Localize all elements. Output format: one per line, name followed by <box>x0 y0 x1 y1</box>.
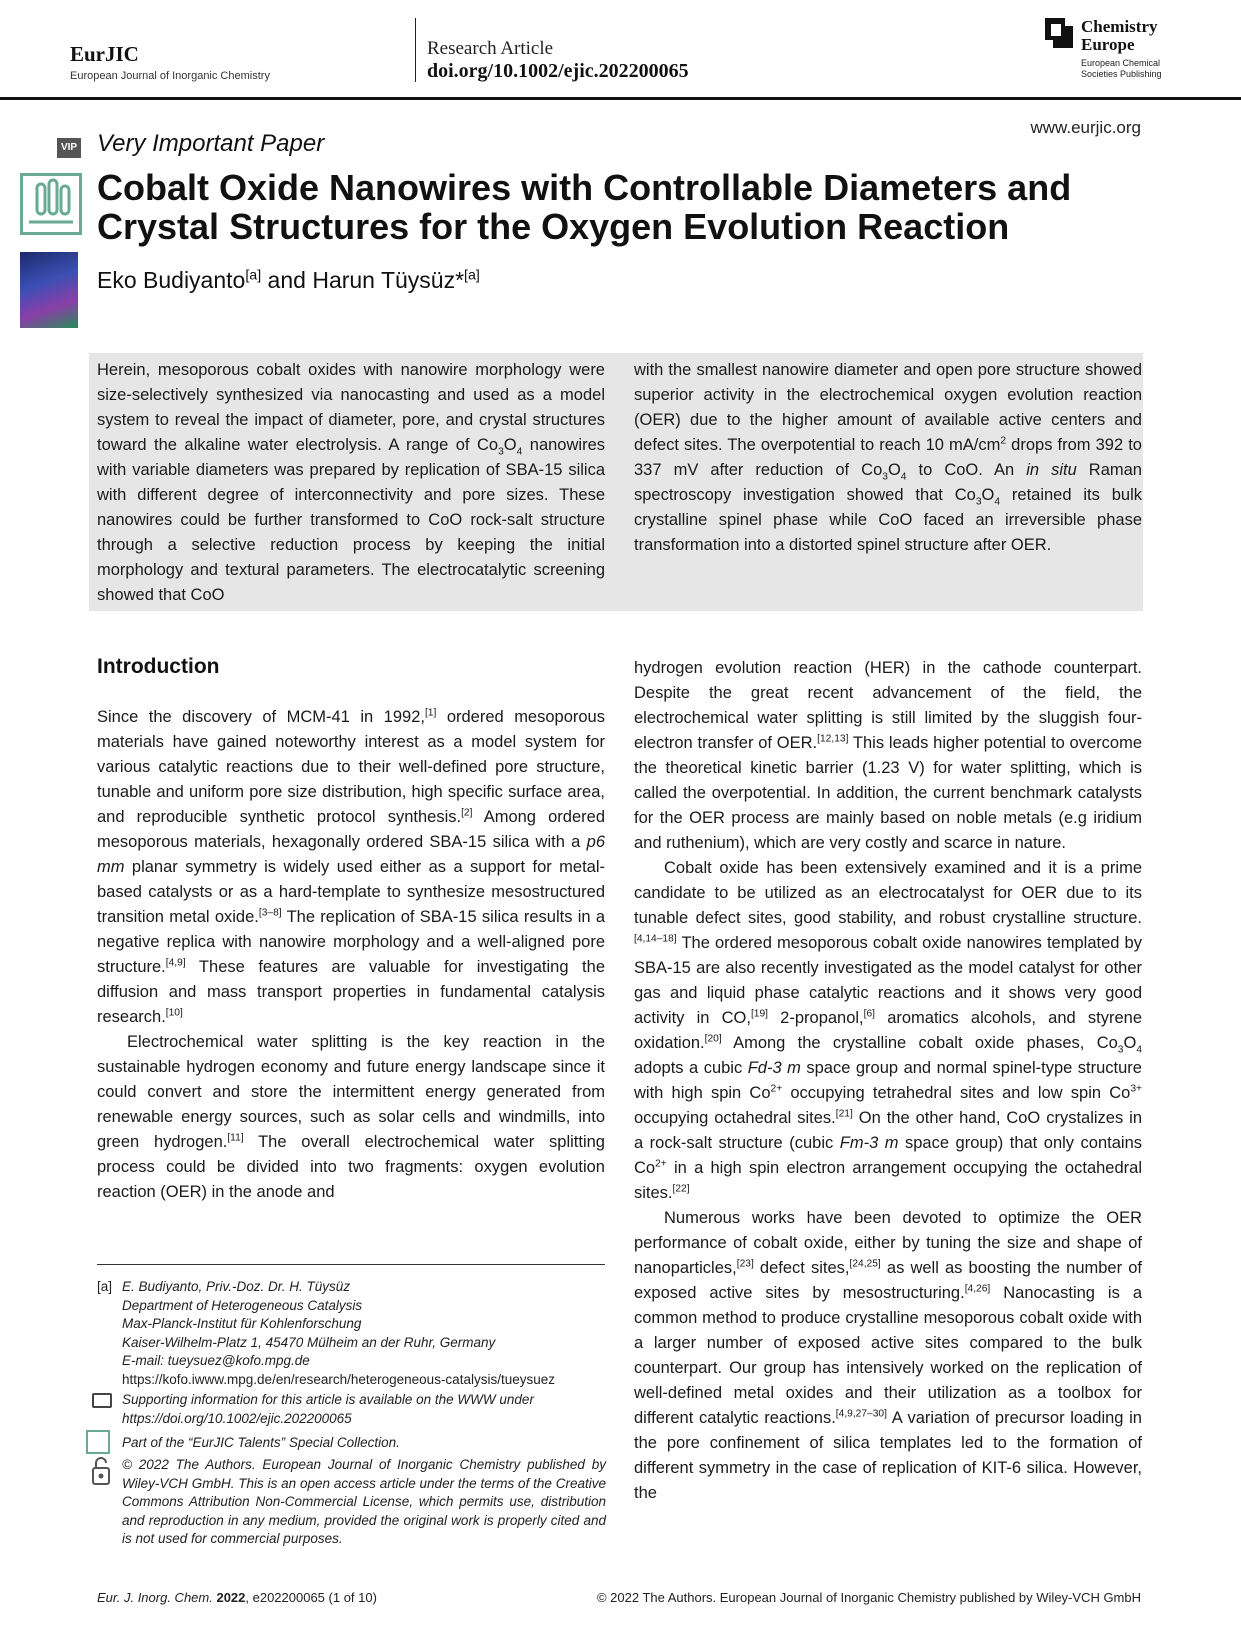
citation[interactable]: [11] <box>227 1132 244 1144</box>
author-1[interactable]: Eko Budiyanto <box>97 267 246 293</box>
affiliation-email[interactable]: E-mail: tueysuez@kofo.mpg.de <box>122 1353 310 1368</box>
footer-journal-abbr: Eur. J. Inorg. Chem. <box>97 1590 213 1605</box>
author-separator: and <box>261 267 313 293</box>
affiliation-names: E. Budiyanto, Priv.-Doz. Dr. H. Tüysüz <box>122 1279 351 1294</box>
affiliation-institute: Max-Planck-Institut für Kohlenforschung <box>122 1316 362 1331</box>
footer-copyright: © 2022 The Authors. European Journal of Inorganic Chemistry published by Wiley-VCH GmbH <box>596 1590 1141 1605</box>
special-collection-note: Part of the “EurJIC Talents” Special Collection. <box>122 1435 400 1450</box>
affiliation-block <box>122 1278 612 1389</box>
citation[interactable]: [4,9,27–30] <box>835 1408 887 1420</box>
article-title: Cobalt Oxide Nanowires with Controllable Diameters and Crystal Structures for the Oxygen Evolution Reaction <box>97 167 1072 247</box>
citation[interactable]: [20] <box>704 1033 722 1045</box>
publisher-sub-line1: European Chemical <box>1081 58 1161 68</box>
journal-name: EurJIC <box>70 42 139 66</box>
author-2-affil: [a] <box>464 267 480 284</box>
journal-website[interactable]: www.eurjic.org <box>1030 118 1141 137</box>
journal-full-name: European Journal of Inorganic Chemistry <box>70 70 270 82</box>
citation[interactable]: [4,26] <box>964 1283 991 1295</box>
citation[interactable]: [21] <box>835 1108 853 1120</box>
author-1-affil: [a] <box>245 267 262 284</box>
publisher-logo-line2: Europe <box>1081 35 1135 54</box>
talents-small-icon <box>86 1430 110 1454</box>
footer-year: 2022 <box>216 1590 246 1605</box>
header-rule <box>0 97 1241 100</box>
citation[interactable]: [10] <box>165 1007 183 1019</box>
publisher-logo-text <box>1081 18 1157 54</box>
citation[interactable]: [3–8] <box>258 907 282 919</box>
journal-cover-thumbnail[interactable] <box>20 252 78 328</box>
citation[interactable]: [22] <box>672 1183 690 1195</box>
citation[interactable]: [1] <box>424 707 437 719</box>
intro-paragraph-4: Numerous works have been devoted to optimize the OER performance of cobalt oxide, either by tuning the size and shape of nanoparticles,[23] defect sites,[24,25] as well as boosting the number of exposed active sites by mesostructuring.[4,26] Nanocasting is a common method to produce crystalline mesoporous cobalt oxide with a larger number of exposed active sites compared to the bulk counterpart. Our group has intensively worked on the replication of well-defined metal oxides and their utilization as a toolbox for different catalytic reactions.[4,9,27–30] A variation of precursor loading in the pore confinement of silica templates led to the formation of different symmetry in the case of replication of KIT-6 silica. However, the <box>634 1209 1142 1502</box>
publisher-sub-line2: Societies Publishing <box>1081 69 1162 79</box>
footnote-rule <box>97 1264 605 1265</box>
abstract-column-2: with the smallest nanowire diameter and open pore structure showed superior activity in the electrochemical oxygen evolution reaction (OER) due to the higher amount of available active centers and defect sites. The overpotential to reach 10 $mA/cm^2$ drops from 392 to 337 mV after reduction of $Co_3O_4$ to CoO. An in situ Raman spectroscopy investigation showed that $Co_3O_4$ retained its bulk crystalline spinel phase while CoO faced an irreversible phase transformation into a distorted spinel structure after OER. <box>634 361 1142 554</box>
supporting-info-note[interactable]: Supporting information for this article is available on the WWW under https://doi.org/10.1002/ejic.202200065 <box>122 1392 534 1426</box>
citation[interactable]: [24,25] <box>849 1258 881 1270</box>
intro-paragraph-3: Cobalt oxide has been extensively examined and it is a prime candidate to be utilized as an electrocatalyst for OER due to its tunable defect sites, good stability, and robust crystalline structure.[4,14–18] The ordered mesoporous cobalt oxide nanowires templated by SBA-15 are also recently investigated as the model catalyst for other gas and liquid phase catalytic reactions and it shows very good activity in CO,[19] 2-propanol,[6] aromatics alcohols, and styrene oxidation.[20] Among the crystalline cobalt oxide phases, $Co_3O_4$ adopts a cubic Fd-3 m space group and normal spinel-type structure with high spin $Co^{2+}$ occupying tetrahedral sites and low spin $Co^{3+}$ occupying octahedral sites.[21] On the other hand, CoO crystalizes in a rock-salt structure (cubic Fm-3 m space group) that only contains $Co^{2+}$ in a high spin electron arrangement occupying the octahedral sites.[22] <box>634 859 1143 1202</box>
license-note: © 2022 The Authors. European Journal of Inorganic Chemistry published by Wiley-VCH GmbH. This is an open access article under the terms of the Creative Commons Attribution Non-Commercial License, which permits use, distribution and reproduction in any medium, provided the original work is properly cited and is not used for commercial purposes. <box>122 1457 606 1546</box>
computer-icon <box>92 1393 112 1408</box>
body-column-1 <box>97 705 605 1205</box>
intro-paragraph-1: Since the discovery of MCM-41 in 1992,[1] ordered mesoporous materials have gained noteworthy interest as a model system for various catalytic reactions due to their well-defined pore structure, tunable and uniform pore size distribution, high specific surface area, and reproducible synthetic protocol synthesis.[2] Among ordered mesoporous materials, hexagonally ordered SBA-15 silica with a p6 mm planar symmetry is widely used either as a support for metal-based catalysts or as a hard-template to synthesize mesostructured transition metal oxide.[3–8] The replication of SBA-15 silica results in a negative replica with nanowire morphology and a well-aligned pore structure.[4,9] These features are valuable for investigating the diffusion and mass transport properties in fundamental catalysis research.[10] <box>97 707 606 1026</box>
talents-collection-icon <box>20 173 82 235</box>
citation[interactable]: [4,14–18] <box>634 933 677 945</box>
section-heading-introduction: Introduction <box>97 655 220 678</box>
header-divider <box>415 18 416 82</box>
footer-article-no: , e202200065 (1 of 10) <box>245 1590 377 1605</box>
publisher-subtitle <box>1081 58 1162 80</box>
affiliation-url[interactable]: https://kofo.iwww.mpg.de/en/research/heterogeneous-catalysis/tueysuez <box>122 1371 555 1387</box>
citation[interactable]: [4,9] <box>165 957 186 969</box>
citation[interactable]: [23] <box>736 1258 754 1270</box>
doi-link[interactable]: doi.org/10.1002/ejic.202200065 <box>427 60 689 82</box>
affiliation-department: Department of Heterogeneous Catalysis <box>122 1297 363 1313</box>
footer-citation <box>97 1590 377 1605</box>
affiliation-address: Kaiser-Wilhelm-Platz 1, 45470 Mülheim an der Ruhr, Germany <box>122 1334 496 1350</box>
citation[interactable]: [19] <box>750 1008 768 1020</box>
citation[interactable]: [6] <box>863 1008 876 1020</box>
open-access-lock-icon <box>92 1456 110 1486</box>
body-column-2 <box>634 656 1142 1506</box>
vip-label: Very Important Paper <box>97 130 325 157</box>
citation[interactable]: [12,13] <box>817 733 849 745</box>
abstract-column-1: Herein, mesoporous cobalt oxides with nanowire morphology were size-selectively synthesized via nanocasting and used as a model system to reveal the impact of diameter, pore, and crystal structures toward the alkaline water electrolysis. A range of $Co_3O_4$ nanowires with variable diameters was prepared by replication of SBA-15 silica with different degree of interconnectivity and pore sizes. These nanowires could be further transformed to CoO rock-salt structure through a selective reduction process by keeping the initial morphology and textural parameters. The electrocatalytic screening showed that CoO <box>97 361 605 604</box>
affiliation-mark: [a] <box>97 1279 113 1294</box>
chemistry-europe-logo-icon <box>1045 18 1073 48</box>
author-line <box>97 267 480 294</box>
vip-badge: VIP <box>57 138 81 158</box>
citation[interactable]: [2] <box>461 807 473 819</box>
article-type: Research Article <box>427 38 554 59</box>
intro-paragraph-2-cont: hydrogen evolution reaction (HER) in the cathode counterpart. Despite the great recent advancement of the field, the electrochemical water splitting is still limited by the sluggish four-electron transfer of OER.[12,13] This leads higher potential to overcome the theoretical kinetic barrier (1.23 V) for water splitting, which is called the overpotential. In addition, the current benchmark catalysts for the OER process are mainly based on noble metals (e.g iridium and ruthenium), which are very costly and scarce in nature. <box>634 659 1143 852</box>
author-2[interactable]: Harun Tüysüz* <box>312 267 465 293</box>
intro-paragraph-2-start: Electrochemical water splitting is the key reaction in the sustainable hydrogen economy and future energy landscape since it could convert and store the intermittent energy generated from renewable energy sources, such as solar cells and windmills, into green hydrogen.[11] The overall electrochemical water splitting process could be divided into two fragments: oxygen evolution reaction (OER) in the anode and <box>97 1033 605 1201</box>
publisher-logo-line1: Chemistry <box>1081 17 1158 36</box>
